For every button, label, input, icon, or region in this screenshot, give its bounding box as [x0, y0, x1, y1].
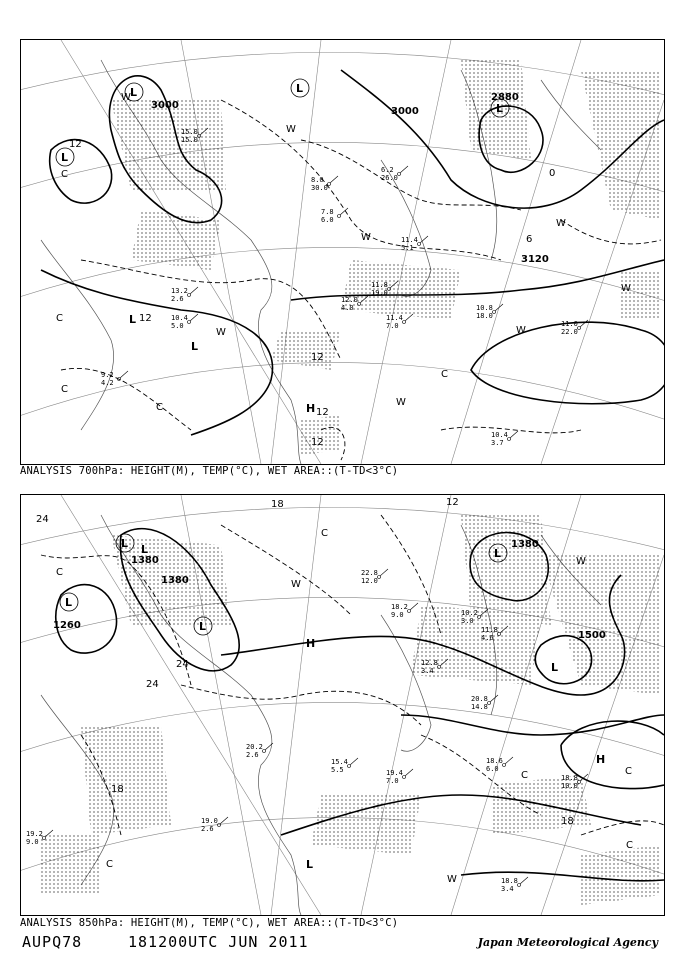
- cold-marker: C: [56, 567, 63, 578]
- low-pressure-center: L: [496, 102, 504, 115]
- wind-barb: [580, 320, 588, 327]
- cold-marker: C: [321, 528, 328, 539]
- station-temperature: 22.8: [361, 569, 378, 577]
- isotherm-label: 12: [69, 139, 82, 150]
- warm-marker: W: [556, 218, 566, 229]
- warm-marker: W: [121, 92, 131, 103]
- station-temperature: 6.2: [381, 166, 394, 174]
- cold-marker: C: [625, 766, 632, 777]
- wind-barb: [405, 769, 413, 776]
- station-temperature: 18.8: [561, 774, 578, 782]
- low-pressure-center: L: [191, 340, 199, 353]
- cold-marker: C: [106, 859, 113, 870]
- station-dewpoint-depression: 2.6: [246, 751, 259, 759]
- station-dewpoint-depression: 6.0: [486, 765, 499, 773]
- wind-barb: [400, 166, 408, 173]
- station-temperature: 11.4: [386, 314, 403, 322]
- height-contour-label: 1380: [131, 555, 159, 566]
- low-pressure-center: L: [130, 86, 138, 99]
- caption-850hpa: ANALYSIS 850hPa: HEIGHT(M), TEMP(°C), WET AREA::(T-TD<3°C): [20, 917, 399, 929]
- station-dewpoint-depression: 9.0: [391, 611, 404, 619]
- isotherm-label: 24: [146, 679, 159, 690]
- station-dewpoint-depression: 9.0: [26, 838, 39, 846]
- isotherm-label: 12: [311, 352, 324, 363]
- station-temperature: 12.8: [421, 659, 438, 667]
- chart-id: AUPQ78: [22, 933, 83, 951]
- map-panel-700hpa: [20, 39, 665, 465]
- warm-marker: W: [516, 325, 526, 336]
- station-temperature: 15.0: [181, 128, 198, 136]
- caption-700hpa: ANALYSIS 700hPa: HEIGHT(M), TEMP(°C), WET AREA::(T-TD<3°C): [20, 465, 399, 477]
- station-temperature: 10.4: [491, 431, 508, 439]
- station-temperature: 15.4: [331, 758, 348, 766]
- station-dewpoint-depression: 15.0: [181, 136, 198, 144]
- map-canvas-700hpa: [21, 40, 664, 464]
- warm-marker: W: [396, 397, 406, 408]
- low-pressure-center: L: [296, 82, 304, 95]
- isotherm-label: 18: [271, 499, 284, 510]
- station-dewpoint-depression: 18.0: [476, 312, 493, 320]
- warm-marker: W: [447, 874, 457, 885]
- station-temperature: 8.0: [311, 176, 324, 184]
- height-contour-label: 1380: [511, 539, 539, 550]
- warm-marker: W: [216, 327, 226, 338]
- station-dewpoint-depression: 19.0: [371, 289, 388, 297]
- height-contour-label: 1500: [578, 630, 606, 641]
- wet-areas-850: [41, 515, 661, 905]
- warm-marker: W: [291, 579, 301, 590]
- wind-barb: [380, 569, 388, 576]
- warm-marker: W: [361, 232, 371, 243]
- isotherm-label: 12: [139, 313, 152, 324]
- station-dewpoint-depression: 5.5: [331, 766, 344, 774]
- low-pressure-center: L: [65, 596, 73, 609]
- station-temperature: 19.2: [26, 830, 43, 838]
- station-temperature: 10.2: [461, 609, 478, 617]
- wind-barb: [220, 817, 228, 824]
- high-pressure-center: H: [306, 637, 316, 650]
- wind-barb: [490, 695, 498, 702]
- height-contour-label: 3120: [521, 254, 549, 265]
- station-dewpoint-depression: 2.6: [171, 295, 184, 303]
- wind-barb: [190, 287, 198, 294]
- station-dewpoint-depression: 10.0: [561, 782, 578, 790]
- station-temperature: 11.8: [371, 281, 388, 289]
- station-dewpoint-depression: 4.6: [481, 634, 494, 642]
- cold-marker: C: [626, 840, 633, 851]
- wet-areas-700: [111, 60, 661, 455]
- high-pressure-center: H: [596, 753, 606, 766]
- wind-barb: [330, 176, 338, 183]
- station-temperature: 20.2: [246, 743, 263, 751]
- station-temperature: 11.4: [401, 236, 418, 244]
- station-temperature: 7.8: [321, 208, 334, 216]
- wind-barb: [410, 603, 418, 610]
- station-dewpoint-depression: 22.0: [561, 328, 578, 336]
- cold-marker: C: [61, 384, 68, 395]
- station-dewpoint-depression: 7.0: [386, 322, 399, 330]
- wind-barb: [190, 314, 198, 321]
- height-contour-label: 2880: [491, 92, 519, 103]
- low-pressure-center: L: [306, 858, 314, 871]
- low-pressure-center: L: [494, 547, 502, 560]
- low-pressure-center: L: [129, 313, 137, 326]
- station-temperature: 12.0: [341, 296, 358, 304]
- station-dewpoint-depression: 3.0: [461, 617, 474, 625]
- wind-barb: [265, 743, 273, 750]
- isotherm-label: 0: [549, 168, 556, 179]
- isotherm-label: 18: [111, 784, 124, 795]
- station-temperature: 9.2: [101, 371, 114, 379]
- isotherm-label: 24: [176, 659, 189, 670]
- isotherm-label: 6: [526, 234, 533, 245]
- station-dewpoint-depression: 14.8: [471, 703, 488, 711]
- station-dewpoint-depression: 5.0: [171, 322, 184, 330]
- isotherm-label: 12: [446, 497, 459, 508]
- station-dewpoint-depression: 6.0: [321, 216, 334, 224]
- low-pressure-center: L: [61, 151, 69, 164]
- station-temperature: 18.2: [391, 603, 408, 611]
- wind-barb: [350, 758, 358, 765]
- station-temperature: 19.4: [386, 769, 403, 777]
- wind-barb: [505, 757, 513, 764]
- station-temperature: 13.2: [171, 287, 188, 295]
- valid-time: 181200UTC JUN 2011: [128, 933, 309, 951]
- station-temperature: 20.8: [471, 695, 488, 703]
- station-dewpoint-depression: 3.4: [421, 667, 434, 675]
- map-panel-850hpa: [20, 494, 665, 916]
- wind-barb: [495, 304, 503, 311]
- station-dewpoint-depression: 3.7: [491, 439, 504, 447]
- wind-barb: [120, 371, 128, 378]
- station-dewpoint-depression: 12.0: [361, 577, 378, 585]
- low-pressure-center: L: [121, 537, 129, 550]
- cold-marker: C: [441, 369, 448, 380]
- wind-barb: [520, 877, 528, 884]
- isotherm-label: 18: [561, 816, 574, 827]
- height-contour-label: 3000: [391, 106, 419, 117]
- warm-marker: W: [621, 283, 631, 294]
- cold-marker: C: [521, 770, 528, 781]
- isotherm-label: 24: [36, 514, 49, 525]
- agency-name: Japan Meteorological Agency: [477, 936, 658, 949]
- low-pressure-center: L: [199, 620, 207, 633]
- station-temperature: 10.8: [476, 304, 493, 312]
- low-pressure-center: L: [551, 661, 559, 674]
- isotherm-label: 12: [311, 437, 324, 448]
- station-temperature: 10.4: [171, 314, 188, 322]
- wind-barb: [420, 236, 428, 243]
- station-temperature: 11.0: [561, 320, 578, 328]
- warm-marker: W: [286, 124, 296, 135]
- low-pressure-center: L: [141, 543, 149, 556]
- wind-barb: [510, 431, 518, 438]
- cold-marker: C: [156, 402, 163, 413]
- height-contour-label: 1260: [53, 620, 81, 631]
- station-dewpoint-depression: 26.0: [381, 174, 398, 182]
- station-dewpoint-depression: 4.2: [101, 379, 114, 387]
- station-temperature: 19.0: [201, 817, 218, 825]
- station-dewpoint-depression: 4.0: [341, 304, 354, 312]
- station-dewpoint-depression: 3.4: [501, 885, 514, 893]
- station-dewpoint-depression: 7.0: [386, 777, 399, 785]
- station-temperature: 18.6: [486, 757, 503, 765]
- station-dewpoint-depression: 2.6: [201, 825, 214, 833]
- height-contour-label: 3000: [151, 100, 179, 111]
- height-contour-label: 1380: [161, 575, 189, 586]
- cold-marker: C: [61, 169, 68, 180]
- station-temperature: 18.8: [501, 877, 518, 885]
- station-dewpoint-depression: 30.0: [311, 184, 328, 192]
- warm-marker: W: [576, 556, 586, 567]
- station-temperature: 11.8: [481, 626, 498, 634]
- station-dewpoint-depression: 5.1: [401, 244, 414, 252]
- isotherm-label: 12: [316, 407, 329, 418]
- cold-marker: C: [56, 313, 63, 324]
- map-canvas-850hpa: [21, 495, 664, 915]
- high-pressure-center: H: [306, 402, 316, 415]
